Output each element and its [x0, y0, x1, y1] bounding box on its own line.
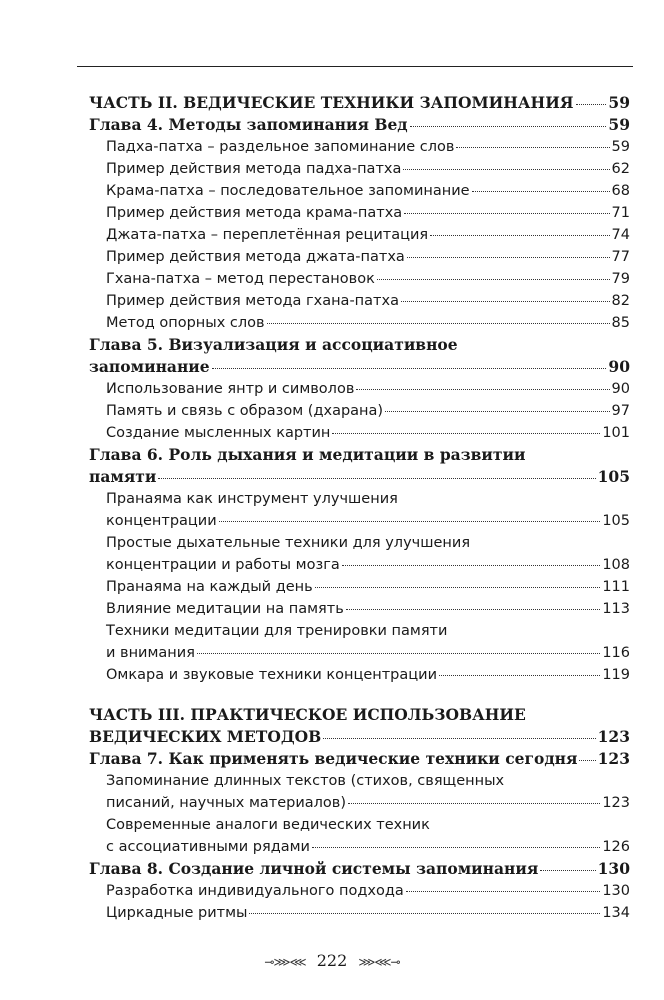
toc-title: Пример действия метода падха-патха [106, 161, 402, 177]
leader-dots [348, 802, 600, 804]
toc-title: Глава 7. Как применять ведические техники сегодня [89, 749, 578, 768]
top-rule [77, 66, 633, 67]
toc-title: Пранаяма на каждый день [106, 579, 313, 595]
toc-title: Пример действия метода джата-патха [106, 249, 405, 265]
leader-dots [404, 212, 609, 214]
toc-section [89, 158, 630, 180]
toc-title: Глава 4. Методы запоминания Вед [89, 115, 408, 134]
toc-section-line1 [89, 620, 630, 642]
leader-dots [249, 912, 600, 914]
leader-dots [439, 674, 600, 676]
toc-title: Запоминание длинных текстов (стихов, священных [106, 773, 505, 789]
toc-title: запоминание [89, 357, 210, 376]
toc-section [89, 792, 630, 814]
toc-page: 126 [602, 839, 630, 855]
toc-page: 90 [608, 357, 630, 376]
toc-section [89, 554, 630, 576]
toc-title: Гхана-патха – метод перестановок [106, 271, 375, 287]
toc-page: 123 [602, 795, 630, 811]
toc-section [89, 224, 630, 246]
toc-section-line1 [89, 814, 630, 836]
toc-section [89, 246, 630, 268]
toc-section [89, 576, 630, 598]
toc-section-line1 [89, 532, 630, 554]
toc-page: 79 [611, 271, 630, 287]
leader-dots [332, 432, 600, 434]
page-number: 222 [316, 951, 348, 970]
toc-section [89, 180, 630, 202]
table-of-contents [89, 92, 630, 924]
page-footer [0, 951, 664, 970]
leader-dots [315, 586, 601, 588]
toc-page: 123 [597, 749, 630, 768]
toc-title: Разработка индивидуального подхода [106, 883, 404, 899]
ornament-left-icon: ⊸⋙⋘ [264, 955, 306, 969]
toc-chapter-5-line1 [89, 334, 630, 356]
toc-section-line1 [89, 488, 630, 510]
toc-chapter-7 [89, 748, 630, 770]
toc-title: Влияние медитации на память [106, 601, 344, 617]
toc-page: 74 [611, 227, 630, 243]
toc-page: 130 [597, 859, 630, 878]
toc-page: 68 [611, 183, 630, 199]
leader-dots [158, 477, 595, 479]
toc-page: 111 [602, 579, 630, 595]
toc-title: Крама-патха – последовательное запоминание [106, 183, 470, 199]
toc-section [89, 378, 630, 400]
toc-page: 90 [611, 381, 630, 397]
toc-title: Современные аналоги ведических техник [106, 817, 430, 833]
leader-dots [342, 564, 601, 566]
toc-title: Глава 6. Роль дыхания и медитации в развитии [89, 445, 526, 464]
toc-page: 59 [611, 139, 630, 155]
toc-section [89, 510, 630, 532]
toc-section [89, 312, 630, 334]
leader-dots [472, 190, 610, 192]
leader-dots [312, 846, 600, 848]
toc-page: 62 [611, 161, 630, 177]
leader-dots [385, 410, 609, 412]
toc-section [89, 136, 630, 158]
leader-dots [377, 278, 610, 280]
toc-page: 97 [611, 403, 630, 419]
toc-part-3-line1 [89, 704, 630, 726]
toc-title: Джата-патха – переплетённая рецитация [106, 227, 429, 243]
toc-page: 59 [608, 115, 630, 134]
toc-title: Глава 5. Визуализация и ассоциативное [89, 335, 458, 354]
toc-chapter-8 [89, 858, 630, 880]
toc-title: ВЕДИЧЕСКИХ МЕТОДОВ [89, 727, 322, 746]
toc-section [89, 268, 630, 290]
toc-section-line1 [89, 770, 630, 792]
leader-dots [576, 103, 607, 105]
leader-dots [407, 256, 610, 258]
toc-page: 119 [602, 667, 630, 683]
toc-title: и внимания [106, 645, 195, 661]
leader-dots [323, 737, 595, 739]
leader-dots [346, 608, 601, 610]
toc-section [89, 290, 630, 312]
toc-section [89, 902, 630, 924]
toc-section [89, 642, 630, 664]
toc-title: памяти [89, 467, 157, 486]
leader-dots [403, 168, 609, 170]
toc-title: писаний, научных материалов) [106, 795, 346, 811]
toc-page: 130 [602, 883, 630, 899]
leader-dots [540, 869, 595, 871]
toc-chapter-4 [89, 114, 630, 136]
toc-chapter-6-line1 [89, 444, 630, 466]
toc-page: 85 [611, 315, 630, 331]
toc-title: концентрации [106, 513, 217, 529]
toc-title: ЧАСТЬ II. ВЕДИЧЕСКИЕ ТЕХНИКИ ЗАПОМИНАНИЯ [89, 93, 574, 112]
toc-page: 134 [602, 905, 630, 921]
leader-dots [219, 520, 601, 522]
toc-title: концентрации и работы мозга [106, 557, 340, 573]
leader-dots [356, 388, 609, 390]
toc-page: 108 [602, 557, 630, 573]
toc-section [89, 422, 630, 444]
toc-title: Глава 8. Создание личной системы запоминания [89, 859, 539, 878]
ornament-right-icon: ⋙⋘⊸ [358, 955, 400, 969]
toc-section [89, 598, 630, 620]
toc-title: Пранаяма как инструмент улучшения [106, 491, 398, 507]
leader-dots [579, 759, 595, 761]
toc-title: Пример действия метода гхана-патха [106, 293, 399, 309]
toc-title: ЧАСТЬ III. ПРАКТИЧЕСКОЕ ИСПОЛЬЗОВАНИЕ [89, 705, 526, 724]
toc-chapter-5 [89, 356, 630, 378]
toc-title: Омкара и звуковые техники концентрации [106, 667, 437, 683]
leader-dots [401, 300, 610, 302]
toc-title: Простые дыхательные техники для улучшения [106, 535, 471, 551]
leader-dots [430, 234, 609, 236]
toc-title: Техники медитации для тренировки памяти [106, 623, 448, 639]
leader-dots [267, 322, 610, 324]
toc-section [89, 836, 630, 858]
leader-dots [456, 146, 609, 148]
toc-part-2 [89, 92, 630, 114]
toc-chapter-6 [89, 466, 630, 488]
toc-part-3 [89, 726, 630, 748]
leader-dots [410, 125, 607, 127]
toc-title: Память и связь с образом (дхарана) [106, 403, 384, 419]
toc-title: Создание мысленных картин [106, 425, 331, 441]
toc-section [89, 664, 630, 686]
toc-title: Циркадные ритмы [106, 905, 248, 921]
toc-title: с ассоциативными рядами [106, 839, 310, 855]
toc-page: 82 [611, 293, 630, 309]
leader-dots [406, 890, 601, 892]
toc-title: Использование янтр и символов [106, 381, 355, 397]
toc-page: 105 [597, 467, 630, 486]
toc-page: 77 [611, 249, 630, 265]
leader-dots [212, 367, 607, 369]
toc-page: 71 [611, 205, 630, 221]
toc-page: 105 [602, 513, 630, 529]
leader-dots [197, 652, 600, 654]
toc-page: 116 [602, 645, 630, 661]
toc-title: Падха-патха – раздельное запоминание слов [106, 139, 455, 155]
toc-page: 113 [602, 601, 630, 617]
toc-section [89, 400, 630, 422]
toc-section [89, 202, 630, 224]
toc-title: Пример действия метода крама-патха [106, 205, 403, 221]
toc-section [89, 880, 630, 902]
toc-page: 123 [597, 727, 630, 746]
toc-page: 59 [608, 93, 630, 112]
toc-page: 101 [602, 425, 630, 441]
toc-title: Метод опорных слов [106, 315, 265, 331]
